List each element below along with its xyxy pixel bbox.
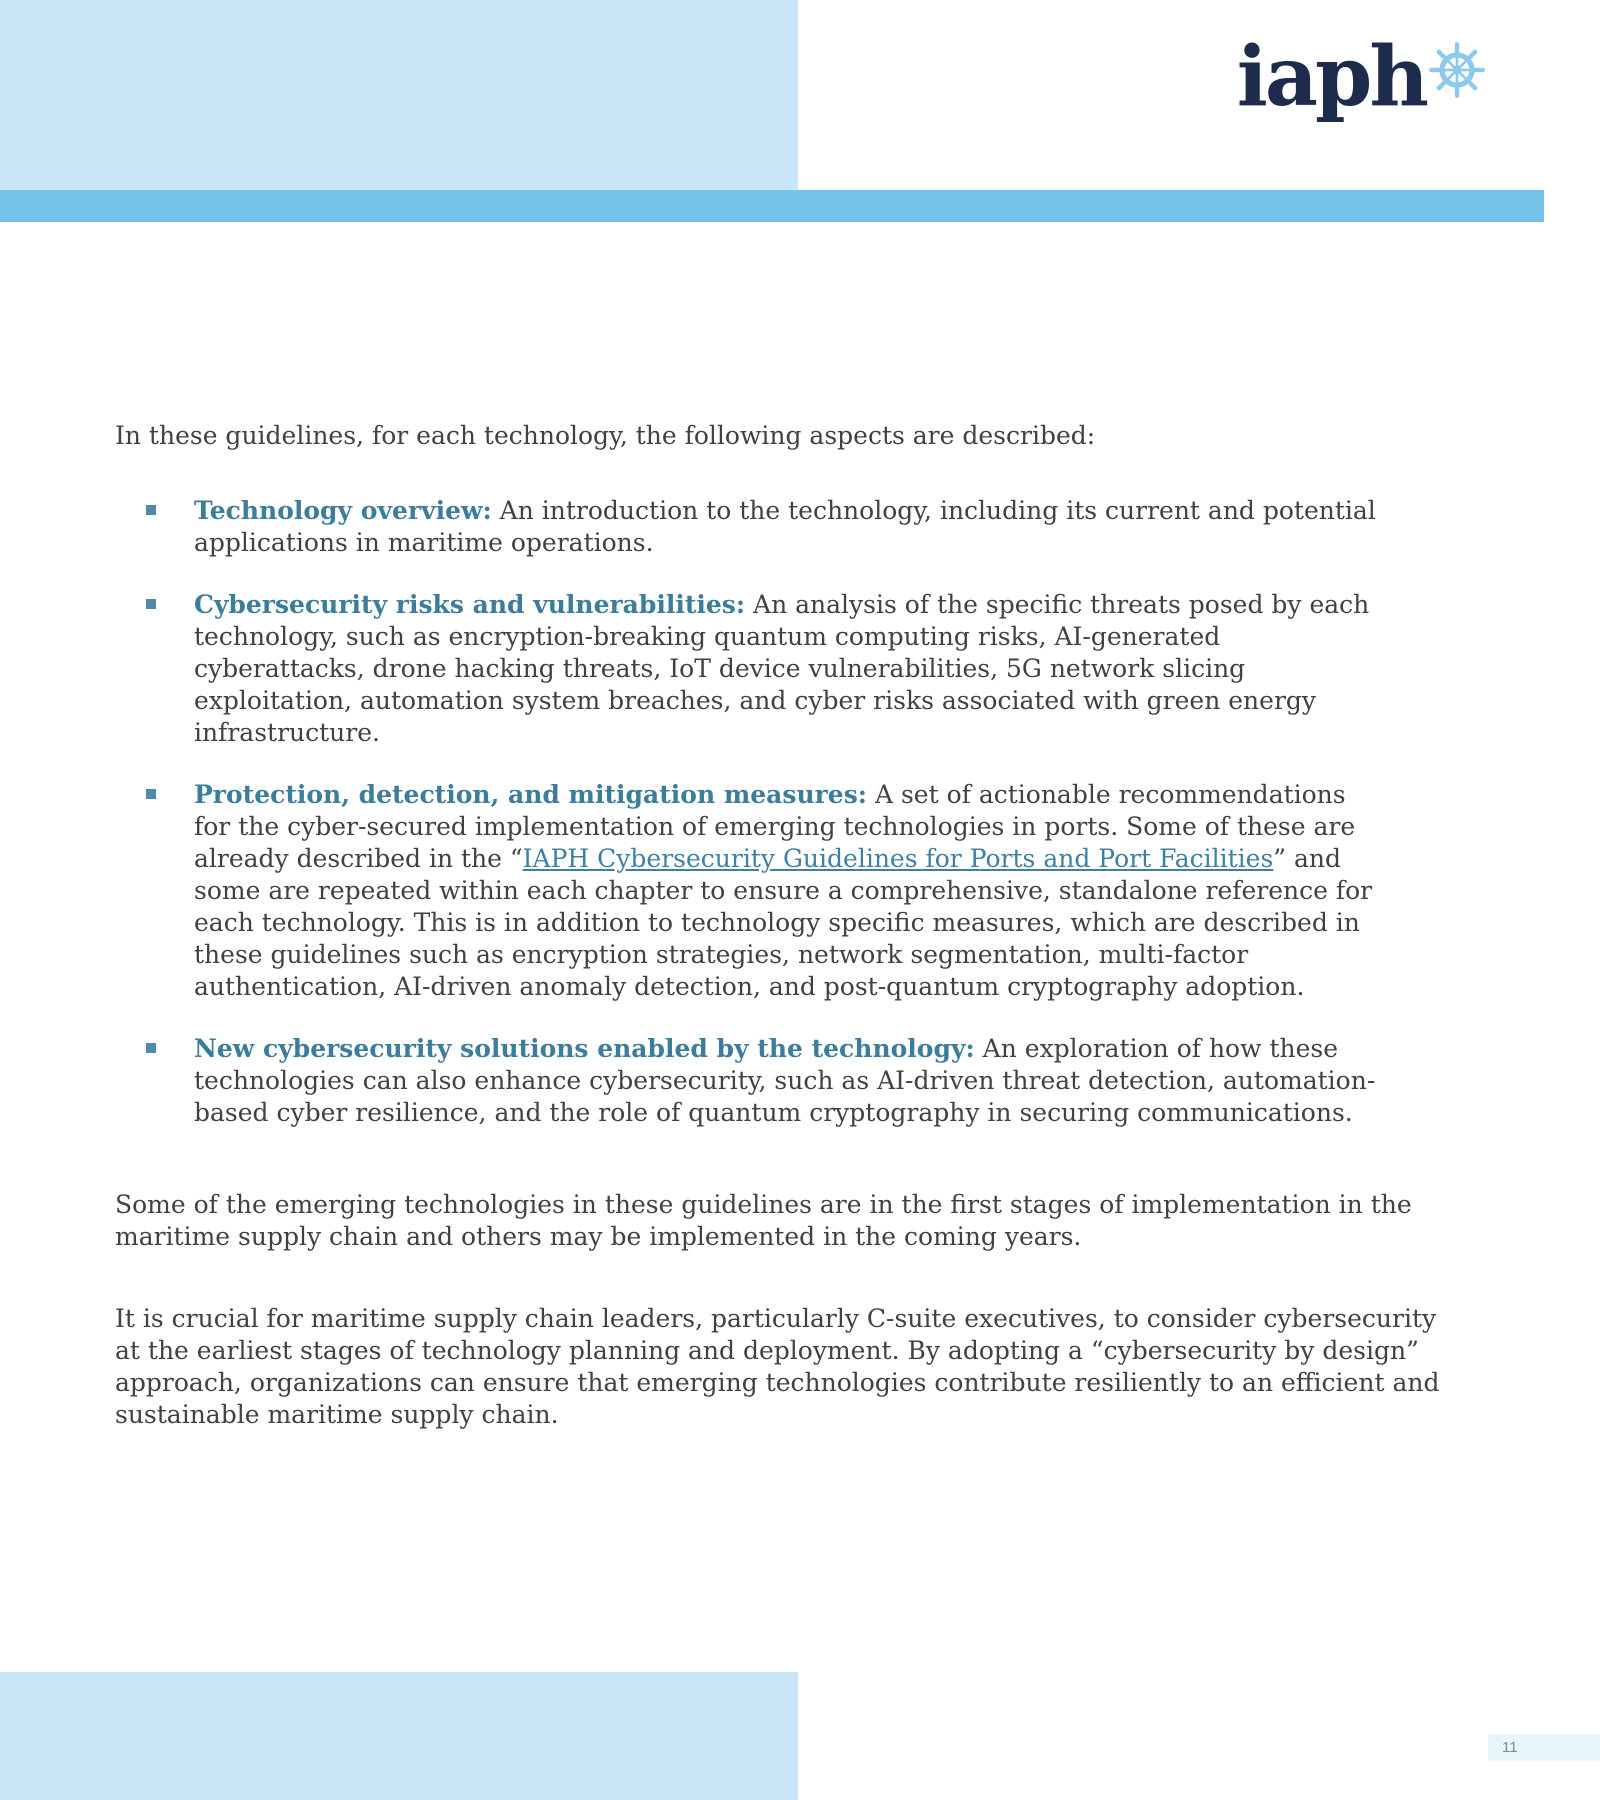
page-number: 11	[1502, 1739, 1518, 1756]
bullet-lead: Cybersecurity risks and vulnerabilities:	[194, 590, 746, 619]
bullet-text	[194, 779, 1384, 1003]
bullet-lead: Technology overview:	[194, 496, 492, 525]
page-content	[115, 420, 1445, 1431]
bullet-body: An introduction to the technology, including its current and potential applications in maritime operations.	[194, 496, 1376, 557]
list-item	[115, 779, 1445, 1003]
bullet-text	[194, 1033, 1384, 1129]
body-paragraph: Some of the emerging technologies in these guidelines are in the first stages of implementation in the maritime supply chain and others may be implemented in the coming years.	[115, 1190, 1412, 1251]
decor-top-left-band	[0, 0, 798, 190]
aspects-list	[115, 495, 1445, 1129]
ship-wheel-icon	[1428, 41, 1486, 99]
bullet-square-icon	[146, 505, 156, 515]
decor-bottom-left-band	[0, 1672, 798, 1800]
bullet-square-icon	[146, 789, 156, 799]
body-paragraph: It is crucial for maritime supply chain leaders, particularly C-suite executives, to consider cybersecurity at the earliest stages of technology planning and deployment. By adopting a “cybersecurity by design” approach, organizations can ensure that emerging technologies contribute resiliently to an efficient and sustainable maritime supply chain.	[115, 1304, 1440, 1429]
iaph-logo-text: iaph	[1236, 29, 1426, 125]
list-item	[115, 589, 1445, 749]
list-item	[115, 495, 1445, 559]
bullet-body: An analysis of the specific threats posed by each technology, such as encryption-breaking quantum computing risks, AI-generated cyberattacks, drone hacking threats, IoT device vulnerabilities, 5G network slicing exploitation, automation system breaches, and cyber risks associated with green energy infrastructure.	[194, 590, 1370, 747]
page-number-badge	[1488, 1734, 1600, 1761]
iaph-guidelines-link[interactable]: IAPH Cybersecurity Guidelines for Ports and Port Facilities	[522, 844, 1274, 873]
iaph-logo	[1140, 10, 1490, 160]
bullet-lead: New cybersecurity solutions enabled by the technology:	[194, 1034, 975, 1063]
bullet-body: ” and some are repeated within each chapter to ensure a comprehensive, standalone reference for each technology. This is in addition to technology specific measures, which are described in these guidelines such as encryption strategies, network segmentation, multi-factor authentication, AI-driven anomaly detection, and post-quantum cryptography adoption.	[194, 844, 1373, 1001]
bullet-text	[194, 495, 1384, 559]
intro-paragraph: In these guidelines, for each technology, the following aspects are described:	[115, 421, 1096, 450]
list-item	[115, 1033, 1445, 1129]
bullet-square-icon	[146, 599, 156, 609]
bullet-body: A set of actionable recommendations for the cyber-secured implementation of emerging technologies in ports. Some of these are already described in the “	[194, 780, 1356, 873]
bullet-text	[194, 589, 1384, 749]
bullet-body: An exploration of how these technologies can also enhance cybersecurity, such as AI-driven threat detection, automation-based cyber resilience, and the role of quantum cryptography in securing communications.	[194, 1034, 1376, 1127]
bullet-lead: Protection, detection, and mitigation measures:	[194, 780, 868, 809]
decor-top-bar	[0, 190, 1544, 222]
bullet-square-icon	[146, 1043, 156, 1053]
